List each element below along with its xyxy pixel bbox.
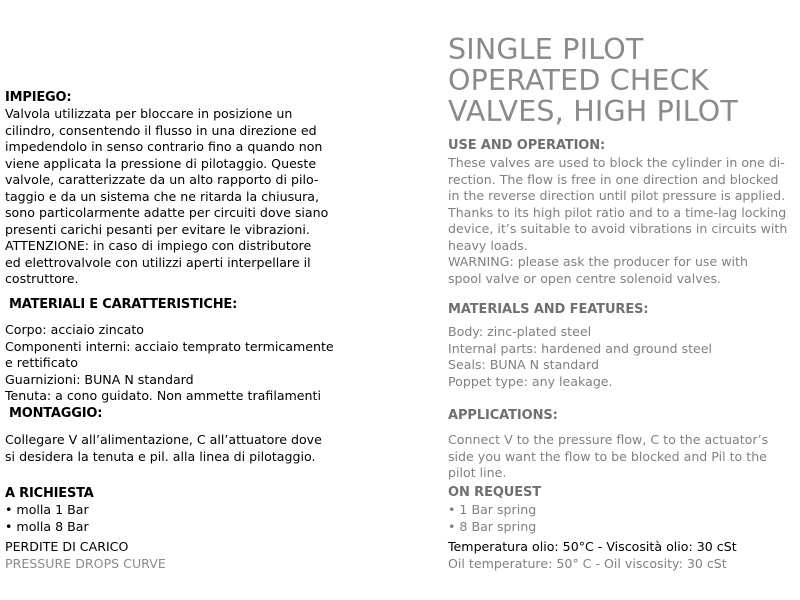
richiesta-heading: A RICHIESTA <box>5 486 94 501</box>
text-line: valvole, caratterizzate da un alto rapporto di pilo- <box>5 172 319 187</box>
request-list <box>448 502 536 535</box>
text-line: These valves are used to block the cylinder in one di- <box>448 155 785 170</box>
text-line: Componenti interni: acciaio temprato termicamente <box>5 338 334 354</box>
text-line: side you want the flow to be blocked and Pil to the <box>448 448 767 464</box>
applications-text <box>448 432 768 482</box>
use-text <box>448 155 787 287</box>
text-line: Collegare V all’alimentazione, C all’attuatore dove <box>5 432 322 447</box>
text-line: heavy loads. <box>448 237 528 253</box>
text-line: e rettificato <box>5 355 78 370</box>
list-item: • molla 8 Bar <box>5 518 89 534</box>
materials-text <box>448 324 712 390</box>
title-line: SINGLE PILOT <box>448 33 644 66</box>
materiali-text <box>5 322 334 405</box>
temperature-english: Oil temperature: 50° C - Oil viscosity: 30 cSt <box>448 556 727 571</box>
impiego-heading: IMPIEGO: <box>5 90 72 105</box>
applications-heading: APPLICATIONS: <box>448 408 558 423</box>
perdite-label: PERDITE DI CARICO <box>5 539 129 554</box>
text-line: device, it’s suitable to avoid vibrations in circuits with <box>448 221 788 236</box>
use-heading: USE AND OPERATION: <box>448 138 606 153</box>
text-line: Poppet type: any leakage. <box>448 373 613 389</box>
text-line: impedendolo in senso contrario fino a quando non <box>5 139 323 154</box>
text-line: rection. The flow is free in one direction and blocked <box>448 171 779 187</box>
text-line: presenti carichi pesanti per evitare le vibrazioni. <box>5 221 310 237</box>
text-line: pilot line. <box>448 465 507 480</box>
text-line: taggio e da un sistema che ne ritarda la chiusura, <box>5 188 320 204</box>
text-line: Seals: BUNA N standard <box>448 357 599 372</box>
text-line: sono particolarmente adatte per circuiti dove siano <box>5 205 329 220</box>
list-item: • 1 Bar spring <box>448 502 537 517</box>
text-line: viene applicata la pressione di pilotaggio. Queste <box>5 155 317 171</box>
text-line: Internal parts: hardened and ground steel <box>448 340 713 356</box>
text-line: in the reverse direction until pilot pressure is applied. <box>448 188 786 203</box>
pressure-drops-label: PRESSURE DROPS CURVE <box>5 556 166 571</box>
text-line: Guarnizioni: BUNA N standard <box>5 371 194 387</box>
title-line: VALVES, HIGH PILOT <box>448 95 738 128</box>
request-heading: ON REQUEST <box>448 485 542 500</box>
title-line: OPERATED CHECK <box>448 64 709 97</box>
text-line: costruttore. <box>5 271 79 286</box>
text-line: Thanks to its high pilot ratio and to a time-lag locking <box>448 204 787 220</box>
temperature-italian: Temperatura olio: 50°C - Viscosità olio: 30 cSt <box>448 539 737 554</box>
montaggio-text <box>5 432 322 465</box>
materiali-heading: MATERIALI E CARATTERISTICHE: <box>9 297 238 312</box>
text-line: Corpo: acciaio zincato <box>5 322 144 337</box>
materials-heading: MATERIALS AND FEATURES: <box>448 302 649 317</box>
page-title <box>448 34 800 127</box>
text-line: WARNING: please ask the producer for use with <box>448 254 748 269</box>
text-line: ed elettrovalvole con utilizzi aperti interpellare il <box>5 254 311 270</box>
richiesta-list <box>5 502 89 535</box>
text-line: cilindro, consentendo il flusso in una direzione ed <box>5 122 317 138</box>
text-line: Valvola utilizzata per bloccare in posizione un <box>5 106 293 121</box>
list-item: • 8 Bar spring <box>448 518 537 534</box>
text-line: Connect V to the pressure flow, C to the actuator’s <box>448 432 769 447</box>
text-line: si desidera la tenuta e pil. alla linea di pilotaggio. <box>5 448 316 464</box>
list-item: • molla 1 Bar <box>5 502 89 517</box>
text-line: Tenuta: a cono guidato. Non ammette trafilamenti <box>5 388 321 403</box>
text-line: Body: zinc-plated steel <box>448 324 592 339</box>
impiego-text <box>5 106 328 288</box>
montaggio-heading: MONTAGGIO: <box>9 406 103 421</box>
text-line: ATTENZIONE: in caso di impiego con distributore <box>5 238 312 253</box>
text-line: spool valve or open centre solenoid valves. <box>448 270 722 286</box>
